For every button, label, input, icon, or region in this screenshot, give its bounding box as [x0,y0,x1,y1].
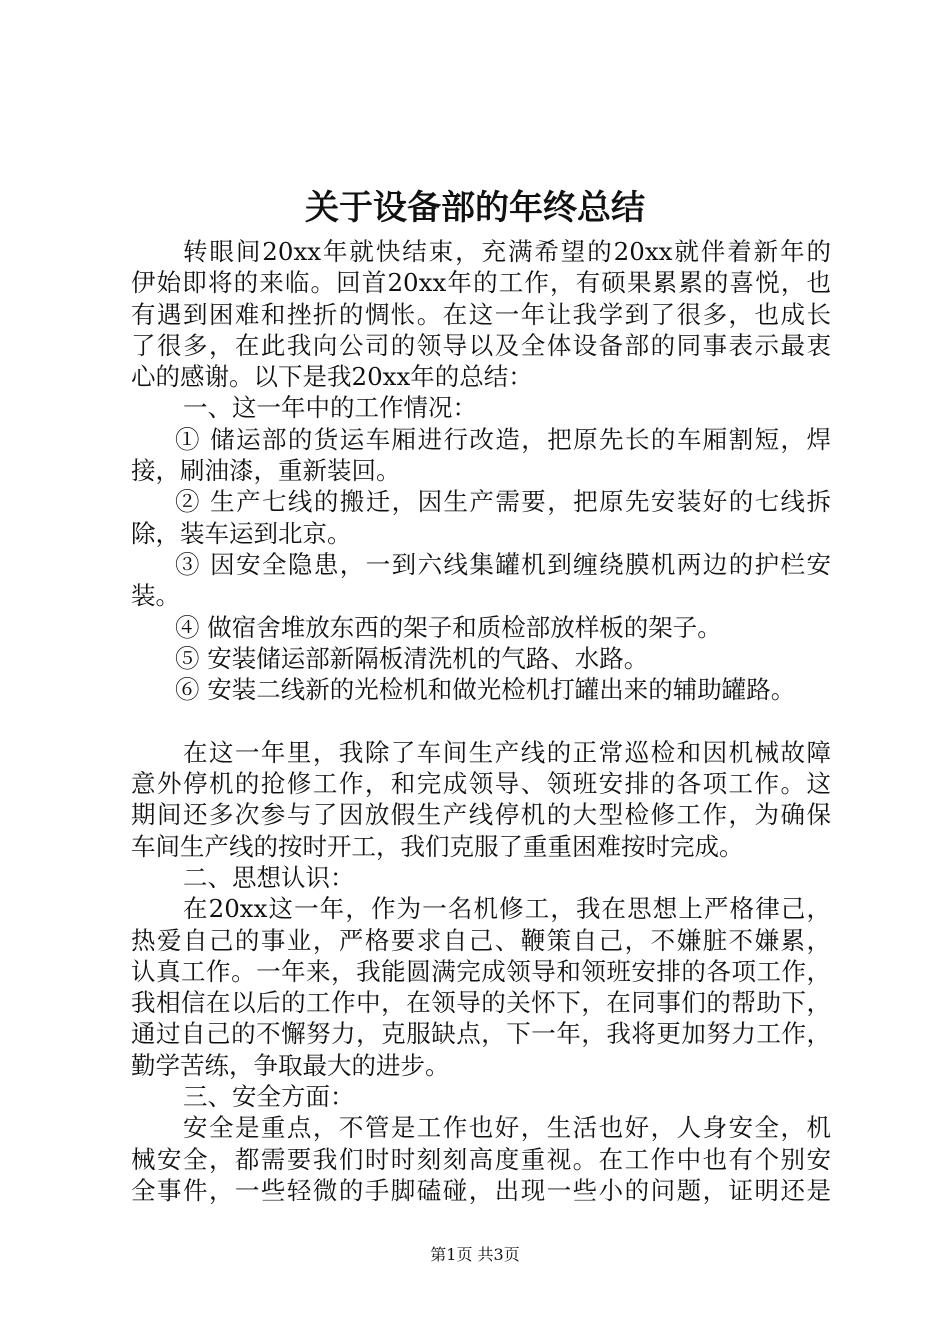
list-item-line: ③ 因安全隐患，一到六线集罐机到缠绕膜机两边的护栏安 [175,549,831,579]
list-item-line: 接，刷油漆，重新装回。 [131,456,401,486]
list-item-line: ⑥ 安装二线新的光检机和做光检机打罐出来的辅助罐路。 [175,675,796,705]
paragraph-line: 了很多，在此我向公司的领导以及全体设备部的同事表示最衷 [131,330,831,360]
paragraph-line: 在这一年里，我除了车间生产线的正常巡检和因机械故障 [183,737,831,767]
paragraph-line: 热爱自己的事业，严格要求自己、鞭策自己，不嫌脏不嫌累， [131,925,831,955]
paragraph-line: 车间生产线的按时开工，我们克服了重重困难按时完成。 [131,831,744,861]
paragraph-line: 我相信在以后的工作中，在领导的关怀下，在同事们的帮助下， [131,988,831,1018]
paragraph-line: 心的感谢。以下是我20xx年的总结： [131,362,533,392]
section-heading: 一、这一年中的工作情况： [183,393,477,423]
paragraph-line: 勤学苦练，争取最大的进步。 [131,1050,450,1080]
list-item-line: 除，装车运到北京。 [131,518,352,548]
list-item-line: 装。 [131,581,180,611]
document-body [131,236,831,1206]
paragraph-line: 转眼间20xx年就快结束，充满希望的20xx就伴着新年的 [183,237,831,266]
paragraph-line: 在20xx这一年，作为一名机修工，我在思想上严格律己， [183,894,831,924]
list-item-line: ⑤ 安装储运部新隔板清洗机的气路、水路。 [175,643,649,673]
document-title: 关于设备部的年终总结 [305,188,645,228]
section-heading: 二、思想认识： [183,862,355,892]
paragraph-line: 械安全，都需要我们时时刻刻高度重视。在工作中也有个别安 [131,1144,831,1174]
section-heading: 三、安全方面： [183,1082,355,1112]
list-item-line: ① 储运部的货运车厢进行改造，把原先长的车厢割短，焊 [175,424,831,454]
paragraph-line: 安全是重点，不管是工作也好，生活也好，人身安全，机 [183,1113,831,1143]
page-footer: 第1页 共3页 [430,1245,520,1264]
paragraph-line: 全事件，一些轻微的手脚磕碰，出现一些小的问题，证明还是 [131,1175,831,1205]
blank-line [131,705,831,736]
paragraph-line: 期间还多次参与了因放假生产线停机的大型检修工作，为确保 [131,800,831,830]
paragraph-line: 通过自己的不懈努力，克服缺点，下一年，我将更加努力工作， [131,1019,831,1049]
paragraph-line: 伊始即将的来临。回首20xx年的工作，有硕果累累的喜悦，也 [131,268,831,298]
paragraph-line: 有遇到困难和挫折的惆怅。在这一年让我学到了很多，也成长 [131,299,831,329]
list-item-line: ② 生产七线的搬迁，因生产需要，把原先安装好的七线拆 [175,487,831,517]
list-item-line: ④ 做宿舍堆放东西的架子和质检部放样板的架子。 [175,612,722,642]
paragraph-line: 认真工作。一年来，我能圆满完成领导和领班安排的各项工作， [131,956,831,986]
paragraph-line: 意外停机的抢修工作，和完成领导、领班安排的各项工作。这 [131,769,831,799]
